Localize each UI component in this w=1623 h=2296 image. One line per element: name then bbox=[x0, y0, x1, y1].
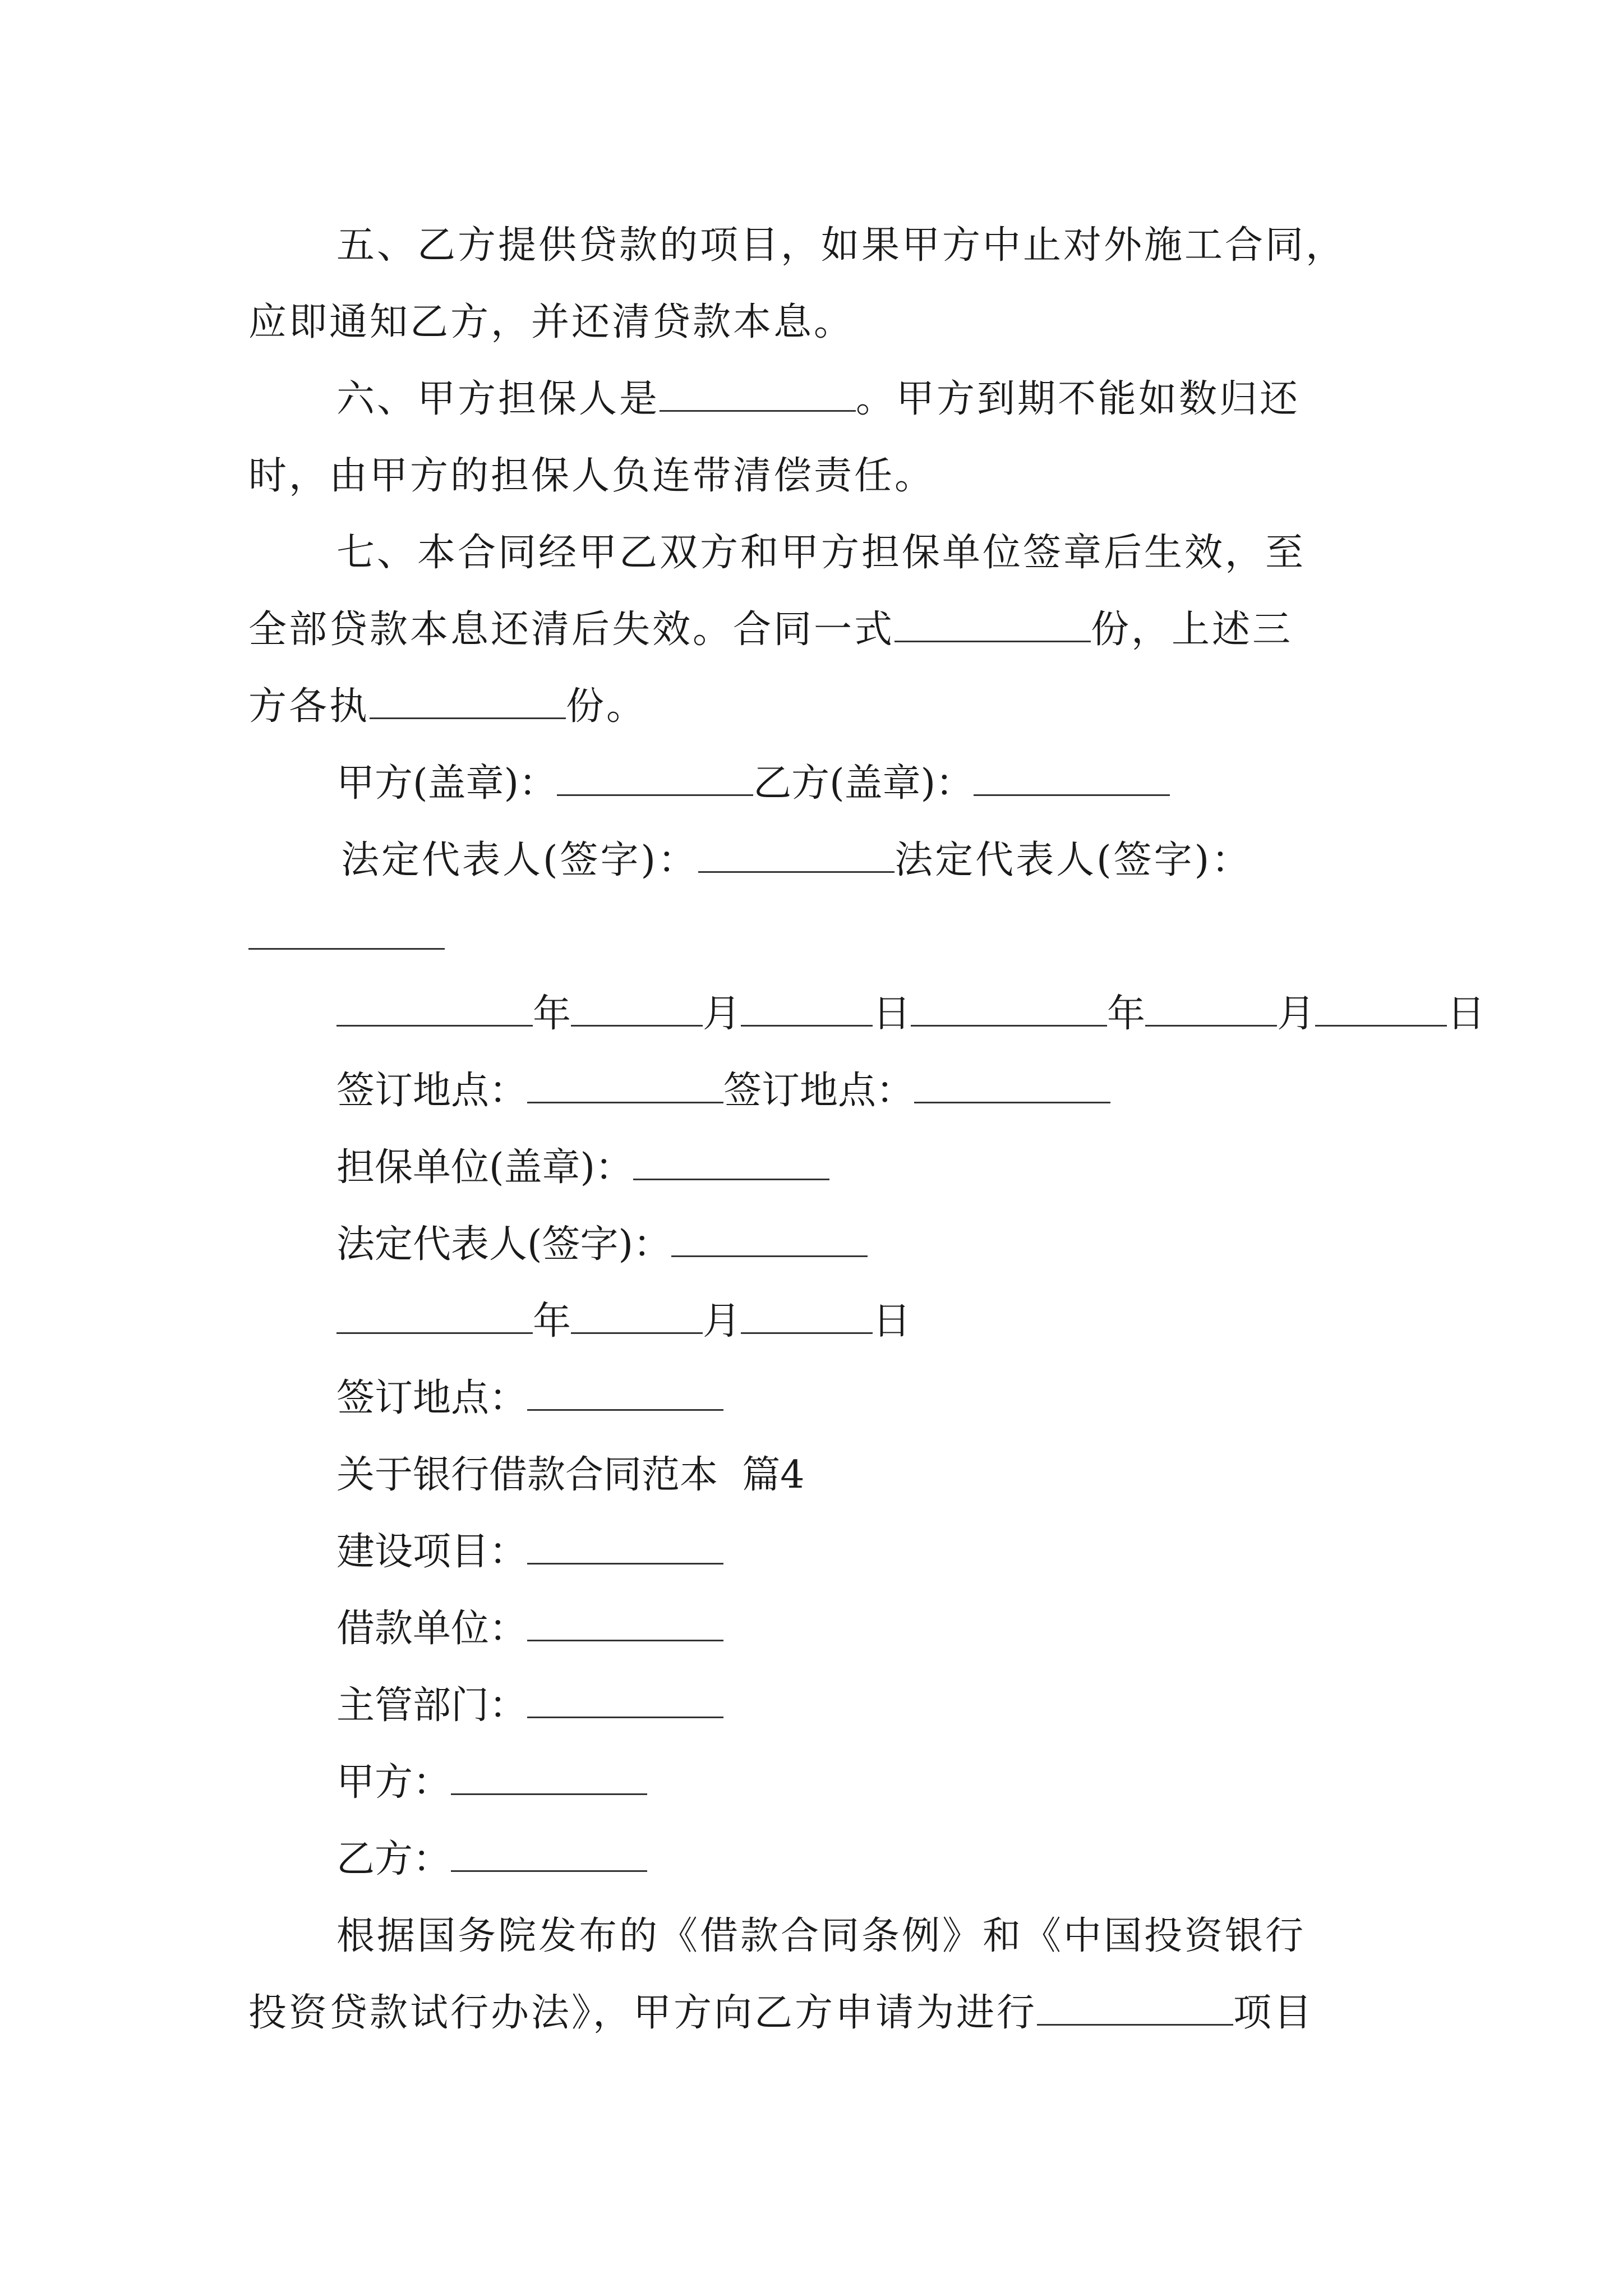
section-4-para-line-1: 根据国务院发布的《借款合同条例》和《中国投资银行 bbox=[336, 1914, 1306, 1958]
section-4-para-text-b: 项目 bbox=[1233, 1991, 1315, 2035]
day-b-label: 日 bbox=[1447, 992, 1486, 1036]
project-label: 建设项目： bbox=[336, 1530, 528, 1574]
party-b-blank[interactable] bbox=[451, 1834, 647, 1872]
sign-place-a-blank[interactable] bbox=[527, 1065, 723, 1103]
year-b-blank[interactable] bbox=[911, 988, 1107, 1027]
section-4-para-line-2 bbox=[248, 1980, 1623, 2047]
guarantor-rep-blank[interactable] bbox=[671, 1219, 868, 1257]
department-line bbox=[336, 1672, 1623, 1740]
date-line-2 bbox=[336, 1288, 1623, 1355]
borrower-label: 借款单位： bbox=[336, 1607, 528, 1651]
month-b-blank[interactable] bbox=[1145, 988, 1277, 1027]
clause-7-text-a: 全部贷款本息还清后失效。合同一式 bbox=[248, 608, 895, 652]
clause-7-line-3 bbox=[248, 673, 1623, 740]
clause-7-line-2 bbox=[248, 596, 1623, 664]
month-c-blank[interactable] bbox=[571, 1296, 703, 1334]
copies-blank[interactable] bbox=[895, 604, 1091, 642]
clause-7-text-b: 份，上述三 bbox=[1091, 608, 1293, 652]
clause-6-text-a: 六、甲方担保人是 bbox=[336, 377, 660, 421]
clause-6-line-2: 时，由甲方的担保人负连带清偿责任。 bbox=[248, 454, 935, 498]
borrower-line bbox=[336, 1595, 1623, 1663]
year-a-label: 年 bbox=[533, 992, 571, 1036]
month-c-label: 月 bbox=[703, 1299, 741, 1343]
party-b-seal-blank[interactable] bbox=[974, 758, 1170, 796]
sign-place-b-label: 签订地点： bbox=[723, 1069, 915, 1113]
each-copies-blank[interactable] bbox=[370, 681, 566, 719]
year-b-label: 年 bbox=[1107, 992, 1146, 1036]
guarantor-place-label: 签订地点： bbox=[336, 1376, 528, 1420]
guarantor-place-blank[interactable] bbox=[527, 1373, 723, 1411]
date-line-1 bbox=[336, 981, 1623, 1048]
clause-6-line-1 bbox=[336, 366, 1623, 433]
loan-project-blank[interactable] bbox=[1037, 1987, 1233, 2026]
day-c-label: 日 bbox=[873, 1299, 911, 1343]
guarantor-rep-line bbox=[336, 1211, 1623, 1278]
guarantor-seal-line bbox=[336, 1134, 1623, 1202]
party-a-label: 甲方： bbox=[336, 1760, 451, 1805]
clause-5-line-2: 应即通知乙方，并还清贷款本息。 bbox=[248, 300, 855, 344]
borrower-blank[interactable] bbox=[527, 1603, 723, 1641]
legal-rep-b-line bbox=[248, 904, 1623, 971]
guarantor-seal-blank[interactable] bbox=[633, 1142, 829, 1180]
clause-7-line-1: 七、本合同经甲乙双方和甲方担保单位签章后生效，至 bbox=[336, 531, 1306, 575]
guarantor-rep-label: 法定代表人(签字)： bbox=[336, 1222, 672, 1267]
year-c-label: 年 bbox=[533, 1299, 571, 1343]
month-b-label: 月 bbox=[1277, 992, 1316, 1036]
department-blank[interactable] bbox=[527, 1680, 723, 1718]
party-a-seal-label: 甲方(盖章)： bbox=[336, 761, 557, 806]
day-a-blank[interactable] bbox=[741, 988, 873, 1027]
year-a-blank[interactable] bbox=[336, 988, 533, 1027]
legal-rep-b-label: 法定代表人(签字)： bbox=[895, 838, 1252, 882]
day-b-blank[interactable] bbox=[1315, 988, 1447, 1027]
day-c-blank[interactable] bbox=[741, 1296, 873, 1334]
party-b-label: 乙方： bbox=[336, 1837, 451, 1881]
party-a-blank[interactable] bbox=[451, 1757, 647, 1795]
party-a-seal-blank[interactable] bbox=[557, 758, 753, 796]
guarantor-seal-label: 担保单位(盖章)： bbox=[336, 1145, 634, 1190]
guarantor-blank[interactable] bbox=[660, 374, 856, 412]
sign-place-b-blank[interactable] bbox=[914, 1065, 1110, 1103]
month-a-label: 月 bbox=[703, 992, 741, 1036]
sign-place-a-label: 签订地点： bbox=[336, 1069, 528, 1113]
guarantor-place-line bbox=[336, 1365, 1623, 1432]
party-b-seal-label: 乙方(盖章)： bbox=[753, 761, 974, 806]
party-a-line bbox=[336, 1749, 1623, 1816]
party-seal-line bbox=[336, 750, 1623, 817]
clause-7-text-c: 方各执 bbox=[248, 684, 370, 729]
project-line bbox=[336, 1519, 1623, 1586]
legal-rep-a-label: 法定代表人(签字)： bbox=[341, 838, 699, 882]
party-b-line bbox=[336, 1826, 1623, 1893]
day-a-label: 日 bbox=[873, 992, 911, 1036]
sign-place-line bbox=[336, 1057, 1623, 1125]
clause-5-line-1: 五、乙方提供贷款的项目，如果甲方中止对外施工合同， bbox=[336, 223, 1347, 268]
month-a-blank[interactable] bbox=[571, 988, 703, 1027]
section-4-title: 关于银行借款合同范本 篇4 bbox=[336, 1453, 805, 1497]
year-c-blank[interactable] bbox=[336, 1296, 533, 1334]
legal-rep-b-blank[interactable] bbox=[248, 912, 445, 950]
project-blank[interactable] bbox=[527, 1526, 723, 1565]
department-label: 主管部门： bbox=[336, 1683, 528, 1728]
section-4-para-text-a: 投资贷款试行办法》，甲方向乙方申请为进行 bbox=[248, 1991, 1038, 2035]
legal-rep-line bbox=[341, 827, 1623, 894]
clause-6-text-b: 。甲方到期不能如数归还 bbox=[856, 377, 1301, 421]
legal-rep-a-blank[interactable] bbox=[698, 835, 895, 873]
clause-7-text-d: 份。 bbox=[566, 684, 647, 729]
